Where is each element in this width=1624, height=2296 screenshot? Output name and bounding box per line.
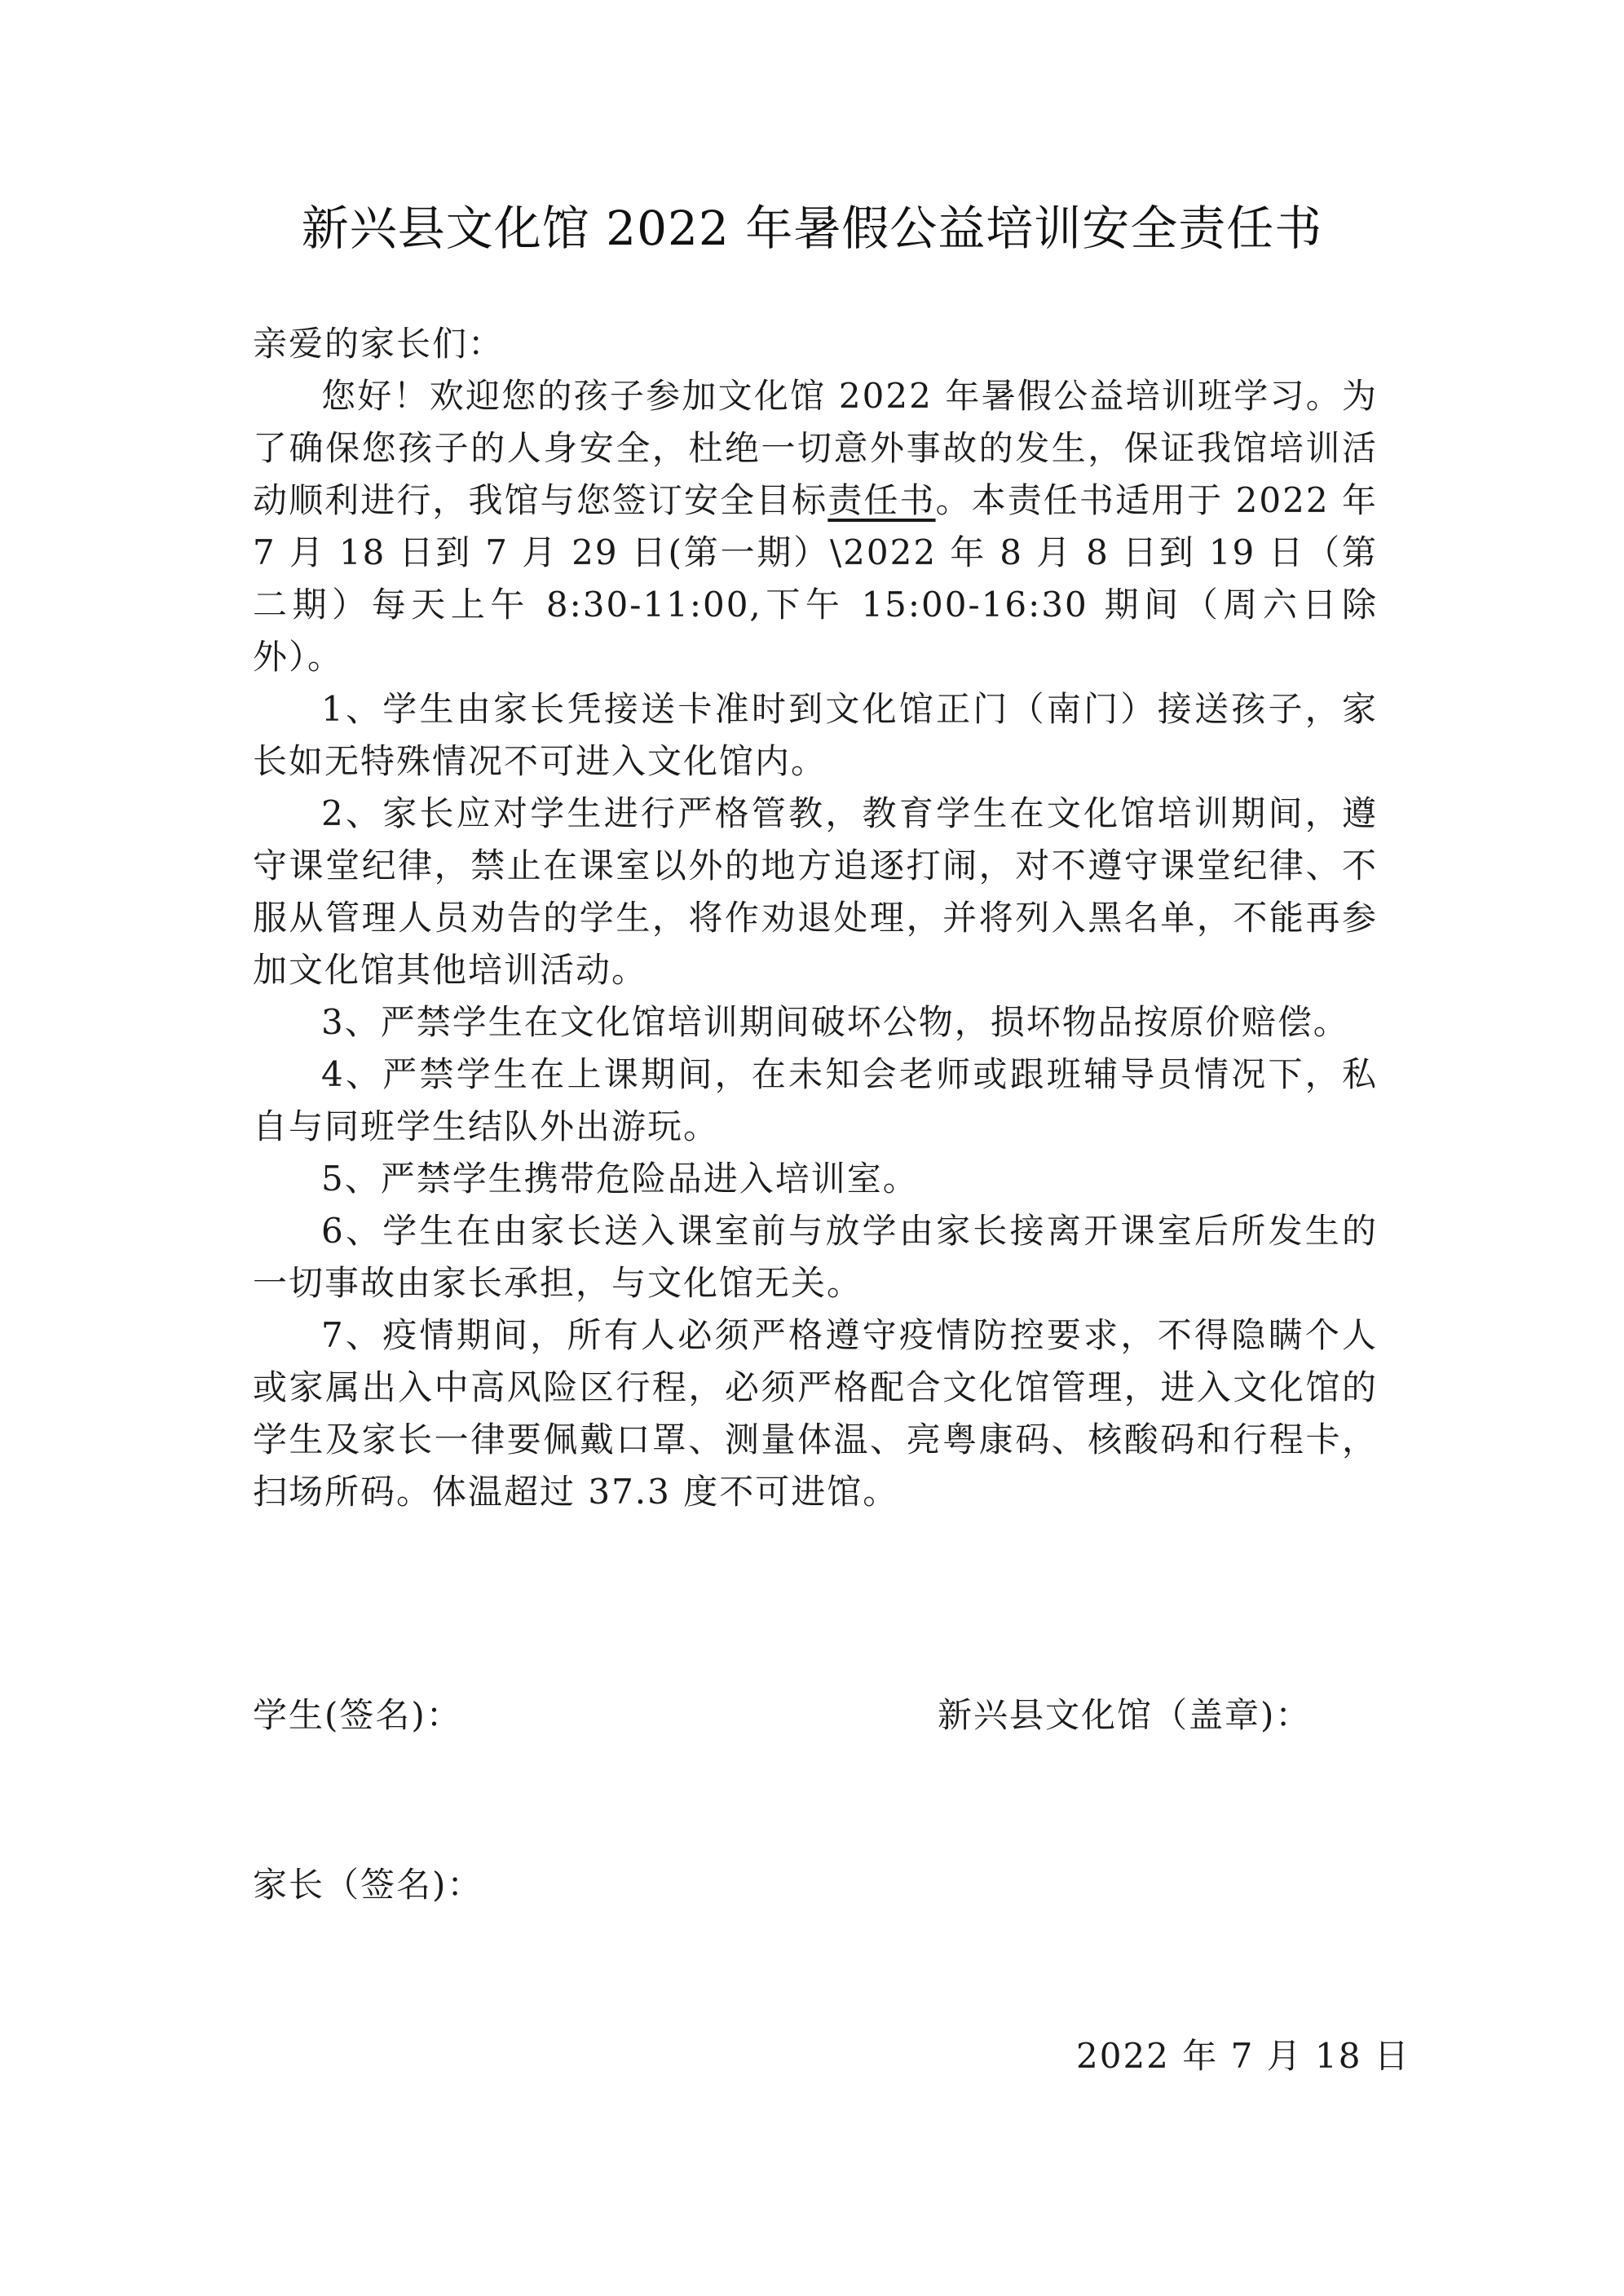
parent-signature-label: 家长（签名)： (253, 1865, 483, 1905)
intro-paragraph (253, 370, 1378, 683)
greeting: 亲爱的家长们： (253, 324, 505, 364)
document-title: 新兴县文化馆 2022 年暑假公益培训安全责任书 (301, 201, 1323, 256)
rule-item-5: 5、严禁学生携带危险品进入培训室。 (321, 1159, 919, 1199)
document-body (253, 318, 1378, 1518)
rule-item-7: 7、疫情期间，所有人必须严格遵守疫情防控要求，不得隐瞒个人或家属出入中高风险区行程，必须严格配合文化馆管理，进入文化馆的学生及家长一律要佩戴口罩、测量体温、亮粤康码、核酸码和行程卡，扫场所码。体温超过 37.3 度不可进馆。 (253, 1315, 1378, 1512)
rule-item-4: 4、严禁学生在上课期间，在未知会老师或跟班辅导员情况下，私自与同班学生结队外出游玩。 (253, 1054, 1378, 1146)
intro-underlined-term: 责任书 (827, 480, 936, 520)
rule-item-3: 3、严禁学生在文化馆培训期间破坏公物，损坏物品按原价赔偿。 (321, 1002, 1349, 1042)
intro-text-end: 。本责任书适用于 2022 年 7 月 18 日到 7 月 29 日(第一期）\2022 年 8 月 8 日到 19 日（第二期）每天上午 8:30-11:00,下午 15:00-16:30 期间（周六日除外）。 (253, 480, 1378, 677)
museum-seal-label: 新兴县文化馆（盖章)： (938, 1695, 1312, 1735)
rule-item-6: 6、学生在由家长送入课室前与放学由家长接离开课室后所发生的一切事故由家长承担，与文化馆无关。 (253, 1211, 1378, 1303)
signing-date: 2022 年 7 月 18 日 (1076, 2036, 1410, 2076)
rule-item-1: 1、学生由家长凭接送卡准时到文化馆正门（南门）接送孩子，家长如无特殊情况不可进入文化馆内。 (253, 689, 1378, 781)
rule-item-2: 2、家长应对学生进行严格管教，教育学生在文化馆培训期间，遵守课堂纪律，禁止在课室以外的地方追逐打闹，对不遵守课堂纪律、不服从管理人员劝告的学生，将作劝退处理，并将列入黑名单，不能再参加文化馆其他培训活动。 (253, 793, 1378, 990)
student-signature-label: 学生(签名)： (253, 1695, 462, 1735)
intro-text-start: 您好！欢迎您的孩子参加文化馆 2022 年暑假公益培训班学习。为了确保您孩子的人身安全，杜绝一切意外事故的发生，保证我馆培训活动顺利进行，我馆与您签订安全目标 (253, 376, 1378, 520)
